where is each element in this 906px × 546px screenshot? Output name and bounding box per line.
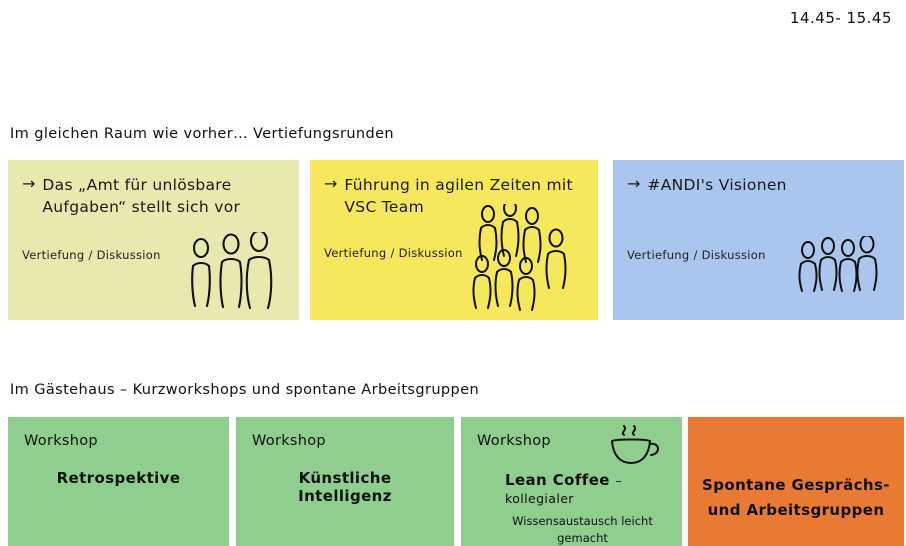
three-people-icon xyxy=(187,232,277,314)
session-card-fuehrung-heading xyxy=(324,174,584,218)
arrow-right-icon: → xyxy=(324,174,338,193)
session-card-andi[interactable] xyxy=(613,160,904,320)
workshop-name-lean-coffee xyxy=(477,471,666,507)
workshop-card-retrospektive[interactable] xyxy=(8,417,229,546)
workshop-card-lean-coffee[interactable] xyxy=(461,417,682,546)
session-card-andi-subtitle: Vertiefung / Diskussion xyxy=(627,248,766,262)
group-of-people-icon xyxy=(796,236,878,298)
crowd-of-people-icon xyxy=(470,204,590,318)
workshop-lean-coffee-subnote: Wissensaustausch leicht gemacht xyxy=(512,514,653,545)
section-title-guesthouse: Im Gästehaus – Kurzworkshops und spontane Arbeitsgruppen xyxy=(10,382,480,398)
session-card-fuehrung[interactable] xyxy=(310,160,598,320)
workshop-name-lean-coffee-main: Lean Coffee xyxy=(505,471,610,489)
section-title-deep-dive: Im gleichen Raum wie vorher… Vertiefungsrunden xyxy=(10,126,395,142)
workshop-kicker: Workshop xyxy=(477,433,551,449)
session-card-amt[interactable] xyxy=(8,160,299,320)
workshop-kicker: Workshop xyxy=(24,433,98,449)
workshop-name-retrospektive: Retrospektive xyxy=(56,469,181,487)
spontaneous-groups-card[interactable] xyxy=(688,417,904,546)
arrow-right-icon: → xyxy=(22,174,36,193)
workshop-name-ki: Künstliche Intelligenz xyxy=(298,469,392,505)
spontaneous-groups-text: Spontane Gesprächs- und Arbeitsgruppen xyxy=(702,476,890,519)
workshop-card-ki[interactable] xyxy=(236,417,454,546)
workshop-kicker: Workshop xyxy=(252,433,326,449)
session-card-andi-heading xyxy=(627,174,890,196)
session-card-fuehrung-title: Führung in agilen Zeiten mit VSC Team xyxy=(344,176,573,216)
time-range-label: 14.45- 15.45 xyxy=(789,9,892,27)
session-card-andi-title: #ANDI's Visionen xyxy=(647,176,787,194)
workshop-name-lean-coffee-note: – kollegialer xyxy=(505,473,623,506)
session-card-fuehrung-subtitle: Vertiefung / Diskussion xyxy=(324,246,463,260)
session-card-amt-subtitle: Vertiefung / Diskussion xyxy=(22,248,161,262)
session-card-amt-heading xyxy=(22,174,285,218)
arrow-right-icon: → xyxy=(627,174,641,193)
session-card-amt-title: Das „Amt für unlösbare Aufgaben“ stellt sich vor xyxy=(42,176,241,216)
